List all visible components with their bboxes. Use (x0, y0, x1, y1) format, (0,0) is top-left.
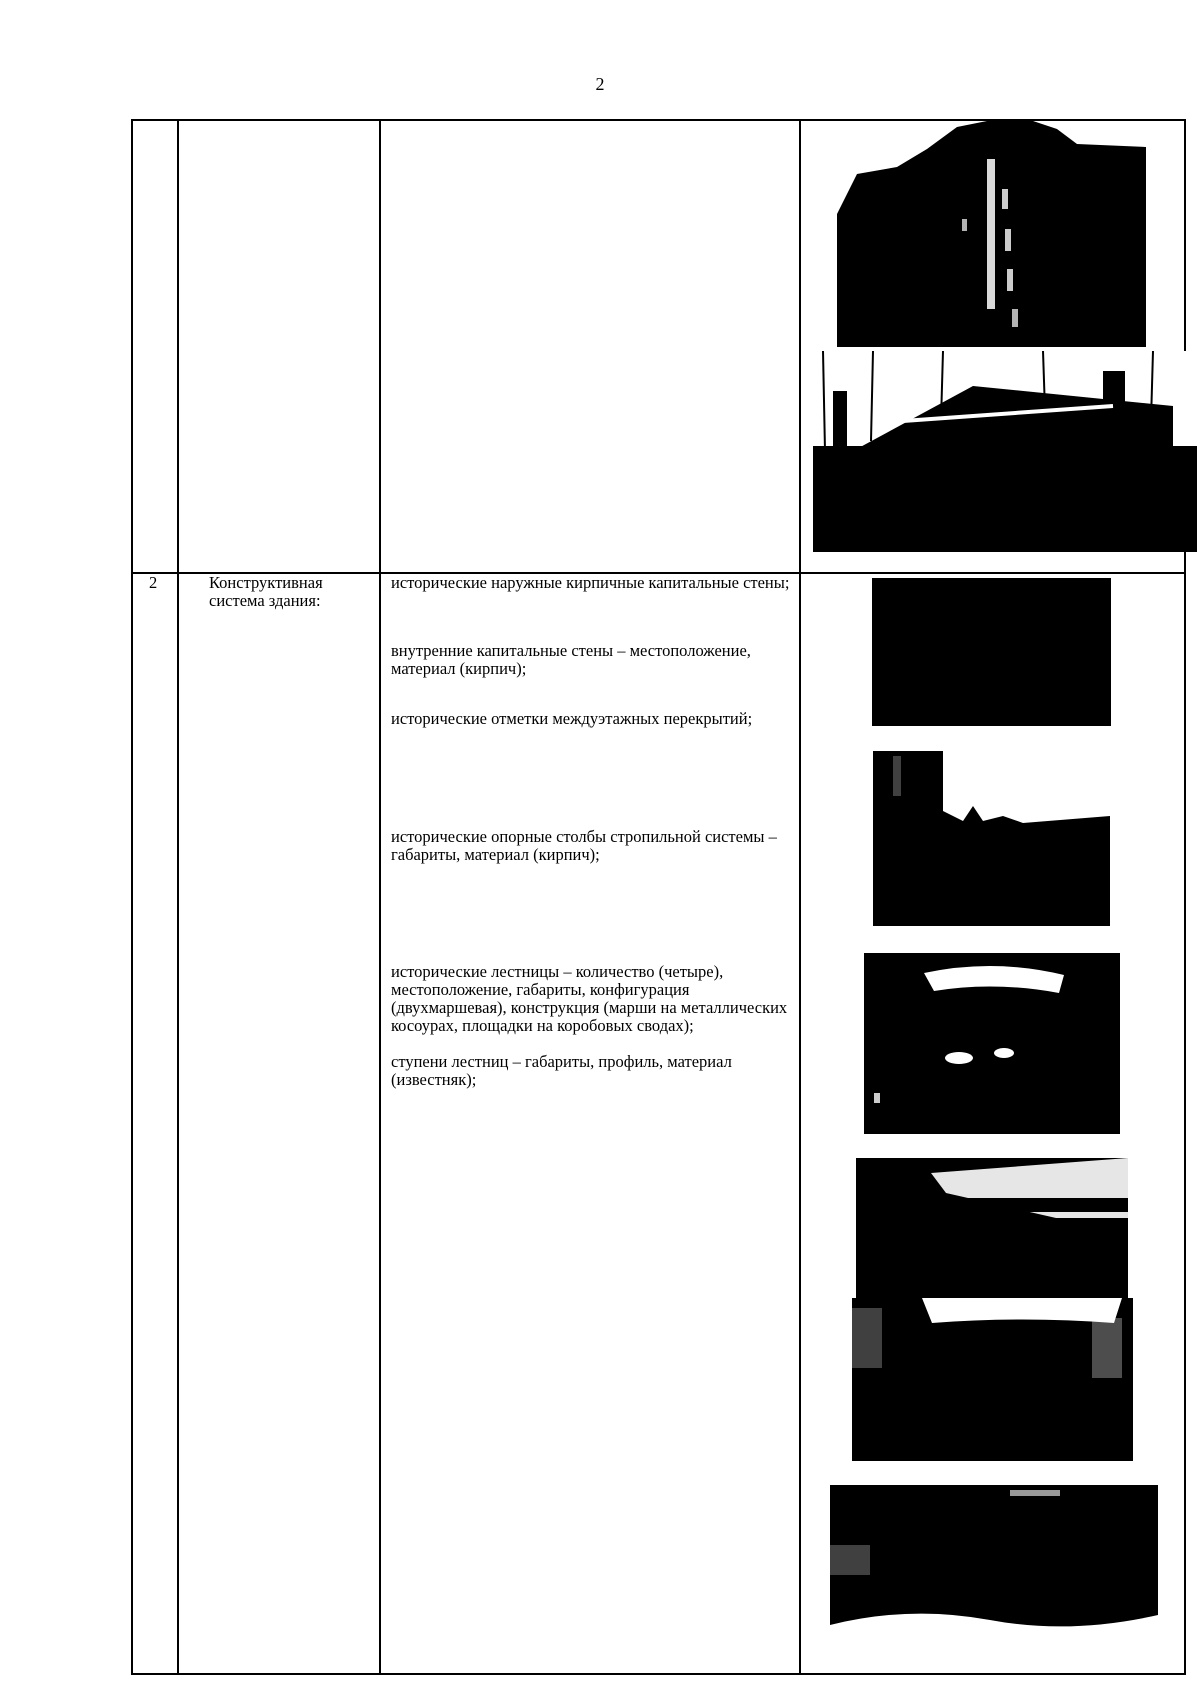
row-number: 2 (149, 573, 158, 592)
column-divider-2 (379, 119, 381, 1675)
column-divider-1 (177, 119, 179, 1675)
photo-wall-interior (872, 578, 1111, 726)
page-number: 2 (595, 74, 605, 94)
table-border-left (131, 119, 133, 1675)
photo-staircase-2 (856, 1158, 1128, 1298)
list-item: исторические опорные столбы стропильной системы – габариты, материал (кирпич); (391, 827, 777, 864)
list-item: внутренние капитальные стены – местоположение, материал (кирпич); (391, 641, 751, 678)
list-item: исторические лестницы – количество (четыре), местоположение, габариты, конфигурация (двухмаршевая), конструкция (марши на металлических косоурах, площадки на коробовых сводах); (391, 962, 788, 1035)
photo-building-facade (837, 119, 1146, 347)
table-border-bottom (131, 1673, 1186, 1675)
photo-staircase-1 (864, 953, 1120, 1134)
photo-pillars (873, 751, 1110, 926)
photo-roof-ruins (813, 351, 1197, 552)
list-item: исторические наружные кирпичные капитальные стены; (391, 573, 790, 592)
row-name: Конструктивная система здания: (209, 573, 323, 610)
list-item: ступени лестниц – габариты, профиль, материал (известняк); (391, 1052, 732, 1089)
photo-steps (830, 1485, 1158, 1665)
list-item: исторические отметки междуэтажных перекрытий; (391, 709, 753, 728)
photo-staircase-3 (852, 1298, 1133, 1461)
column-divider-3 (799, 119, 801, 1675)
